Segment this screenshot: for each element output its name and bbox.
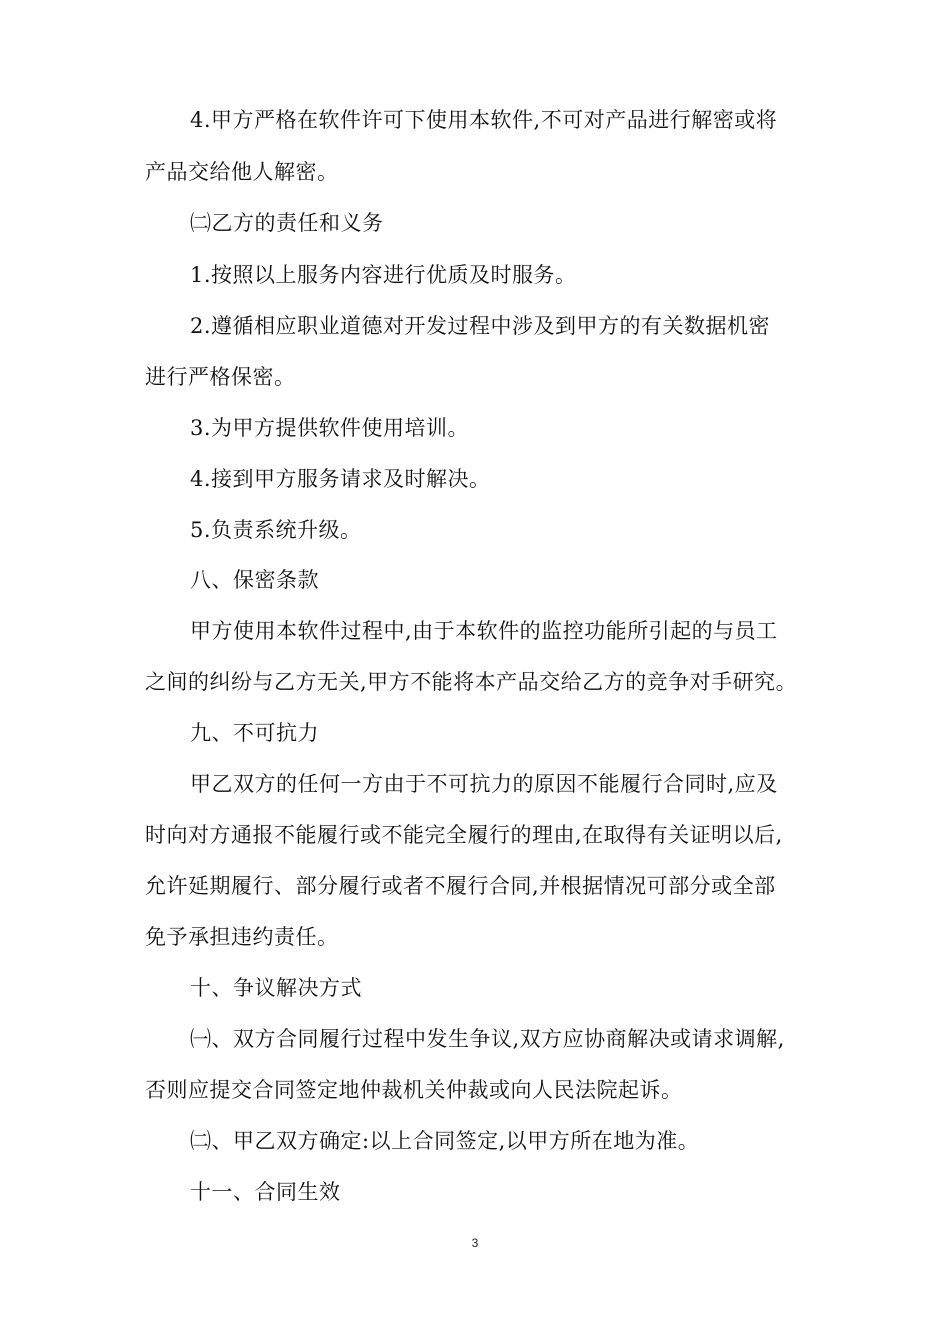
- confidentiality-line-1: 甲方使用本软件过程中,由于本软件的监控功能所引起的与员工: [190, 619, 778, 643]
- section-heading-confidentiality: 八、保密条款: [190, 568, 319, 592]
- section-heading-force-majeure: 九、不可抗力: [190, 721, 319, 745]
- force-majeure-line-4: 免予承担违约责任。: [145, 925, 339, 949]
- confidentiality-line-2: 之间的纠纷与乙方无关,甲方不能将本产品交给乙方的竞争对手研究。: [145, 670, 798, 694]
- force-majeure-line-2: 时向对方通报不能履行或不能完全履行的理由,在取得有关证明以后,: [145, 823, 783, 847]
- party-b-item-5: 5.负责系统升级。: [190, 518, 362, 542]
- page-number: 3: [471, 1236, 479, 1250]
- dispute-item-1-line-2: 否则应提交合同签定地仲裁机关仲裁或向人民法院起诉。: [145, 1078, 683, 1102]
- dispute-item-2: ㈡、甲乙双方确定:以上合同签定,以甲方所在地为准。: [190, 1129, 700, 1153]
- section-heading-dispute-resolution: 十、争议解决方式: [190, 976, 362, 1000]
- dispute-item-1-line-1: ㈠、双方合同履行过程中发生争议,双方应协商解决或请求调解,: [190, 1027, 785, 1051]
- party-b-item-2-line-1: 2.遵循相应职业道德对开发过程中涉及到甲方的有关数据机密: [190, 314, 771, 338]
- party-b-item-4: 4.接到甲方服务请求及时解决。: [190, 467, 491, 491]
- force-majeure-line-1: 甲乙双方的任何一方由于不可抗力的原因不能履行合同时,应及: [190, 772, 778, 796]
- clause-4-line-2: 产品交给他人解密。: [145, 160, 339, 184]
- section-heading-contract-effect: 十一、合同生效: [190, 1180, 341, 1204]
- force-majeure-line-3: 允许延期履行、部分履行或者不履行合同,并根据情况可部分或全部: [145, 874, 776, 898]
- clause-4-line-1: 4.甲方严格在软件许可下使用本软件,不可对产品进行解密或将: [190, 108, 778, 132]
- party-b-item-3: 3.为甲方提供软件使用培训。: [190, 416, 470, 440]
- party-b-item-2-line-2: 进行严格保密。: [145, 365, 296, 389]
- section-heading-party-b: ㈡乙方的责任和义务: [190, 211, 384, 235]
- party-b-item-1: 1.按照以上服务内容进行优质及时服务。: [190, 263, 577, 287]
